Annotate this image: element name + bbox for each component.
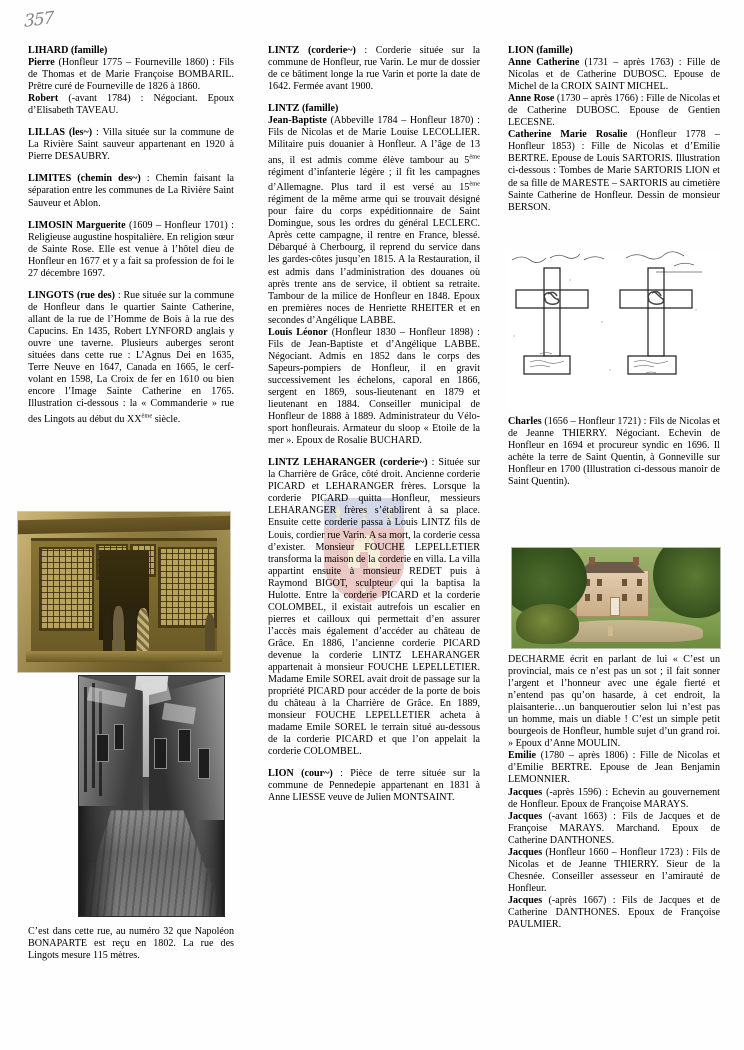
entry-lintz-corderie [268,45,480,93]
commanderie-photo [18,512,230,672]
entry-heading-lintz-famille: LINTZ (famille) [268,103,339,115]
person-name-robert: Robert [28,93,59,105]
person-name-emilie: Emilie [508,750,537,762]
entry-text-limosin: (1609 – Honfleur 1701) : Religieuse augustine hospitalière. En religion sœur de Sainte Rose. Elle est venue à l’hôtel dieu de Honfleur en 1677 et y a fait sa profession de foi le 27 décembre 1697. [28,219,234,279]
entry-heading-lintz-leharanger: LINTZ LEHARANGER (corderie~) [268,457,428,469]
entry-text-lion-jacques-2: (-avant 1663) : Fils de Jacques et de Françoise MARAYS. Marchand. Epoux de Catherine DANTHONES. [508,810,720,846]
entry-text-lintz-jean-baptiste: (Abbeville 1784 – Honfleur 1870) : Fils de Nicolas et de Marie Louise LECOLLIER. Militaire puis douanier à Honfleur. A l’âge de 13 ans, il est admis comme élève tambour au 5ème régiment d’infanterie légère ; il fit les campagnes d’Allemagne. Plus tard il est versé au 15ème régiment de la même arme qui se trouvait désigné pour faire du corps expéditionnaire de Saint Domingue, sous les ordres du général LECLERC. Après cette campagne, il rentre en France, blessé. Débarqué à Cherbourg, il reprend du service dans les gardes-côtes jusqu’en 1815. A la Restauration, il est admis dans l’administration des douanes où après trente ans de service, il obtient sa retraite. Tambour de la milice de Honfleur en 1848. Epoux en premières noces de Henriette RHEITER et en secondes d’Angélique LABBE. [268,115,480,326]
person-name-jacques-1: Jacques [508,786,543,798]
column-3 [508,45,720,214]
entry-text-lion-decharme: DECHARME écrit en parlant de lui « C’est un provincial, mais ce n’est pas un sot ; il fait sonner l’argent et l’honneur avec une égale fierté et n’entend pas qu’on hasarde, à cet endroit, la plaisanterie…un banqueroutier selon lui n’est pas un homme, mais un diable ! C’est un simple petit bourgeois de Honfleur, humble sujet d’un grand roi. » Epoux d’Anne MOULIN. [508,654,720,750]
entry-lintz-famille [268,103,480,447]
column-3-middle [508,416,720,488]
entry-lillas [28,127,234,163]
entry-heading-lillas: LILLAS (les~) [28,127,93,139]
entry-text-lion-anne-rose: (1730 – après 1766) : Fille de Nicolas et de Catherine DUBOSC. Epouse de Gentien LECESNE. [508,93,720,129]
column-2 [268,45,480,805]
entry-lion-famille [508,45,720,214]
entry-lintz-leharanger [268,457,480,758]
entry-text-limites: : Chemin faisant la séparation entre les communes de La Rivière Saint Sauveur et Ablon. [28,173,234,209]
person-name-pierre: Pierre [28,57,55,69]
person-name-anne-catherine: Anne Catherine [508,57,580,69]
entry-text-lingots: : Rue située sur la commune de Honfleur dans le quartier Sainte Catherine, allant de la rue de l’Homme de Bois à la rue des Capucins. En 1435, Robert LYNFORD anglais y ouvre une taverne. Plusieurs auberges seront situées dans cette rue : L’Agnus Dei en 1635, Terre Neuve en 1647, Canada en 1665, le cerf-volant en 1598, La Croix de fer en 1610 ou bien encore l’Image Sainte Catherine en 1765. Illustration ci-dessous : la « Commanderie » rue des Lingots au début du XXème siècle. [28,289,234,425]
entry-heading-limosin: LIMOSIN Marguerite [28,219,126,231]
entry-lingots [28,290,234,426]
entry-text-lintz-corderie: : Corderie située sur la commune de Honfleur, rue Varin. Le mur de dossier de ce bâtiment longe la rue Varin et porte la date de 1642. Fermée avant 1900. [268,45,480,93]
column-1-caption [28,926,234,962]
entry-text-lion-catherine-marie-rosalie: (Honfleur 1778 – Honfleur 1853) : Fille de Nicolas et d’Emilie BERTRE. Epouse de Louis SARTORIS. Illustration ci-dessous : Tombes de Marie SARTORIS LION et de sa fille de MARESTE – SARTORIS au cimetière Sainte Catherine de Honfleur. Dessin de monsieur BERSON. [508,129,720,213]
caption-rue-des-lingots: C’est dans cette rue, au numéro 32 que Napoléon BONAPARTE est reçu en 1802. La rue des Lingots mesure 115 mètres. [28,926,234,962]
entry-text-lion-jacques-3: (Honfleur 1660 – Honfleur 1723) : Fils de Nicolas et de Jeanne THIERRY. Sieur de la Chesnée. Conseiller assesseur en l’amirauté de Honfleur. [508,846,720,894]
entry-text-lion-jacques-4: (-après 1667) : Fils de Jacques et de Catherine DANTHONES. Epoux de Françoise PAULMIER. [508,894,720,931]
entry-text-lillas: : Villa située sur la commune de La Rivière Saint sauveur appartenant en 1920 à Pierre DESAUBRY. [28,127,234,163]
crosses-drawing [506,250,720,410]
person-name-anne-rose: Anne Rose [508,93,555,105]
entry-limosin [28,220,234,280]
person-name-charles: Charles [508,416,542,427]
entry-text-lintz-leharanger: : Située sur la Charrière de Grâce, côté droit. Ancienne corderie PICARD et LEHARANGER frères. Lorsque la corderie PICARD quitta Honfleur, messieurs LEHARANGER frères s’établirent à sa place. Ensuite cette corderie passa à Louis LINTZ fils de Louis, cordier rue Varin. A sa mort, la corderie cessa d’exister. Monsieur FOUCHE LEPELLETIER transforma la maison de la corderie en villa. La villa appartint ensuite à monsieur REDET puis à Raymond BIGOT, sculpteur qui la baptisa la Hulotte. Entre la corderie PICARD et la corderie COLOMBEL, il existait autrefois un escalier en pierres et cailloux qui permettait d’en assurer l’accès mais également d’accéder au château de Grâce. En 1886, l’ancienne corderie PICARD devenue la corderie LINTZ LEHARANGER appartenait à monsieur FOUCHE LEPELLETIER. Madame Emile SOREL avait droit de passage sur la propriété PICARD pour accéder de la porte de bois du château à la Charrière de Grâce. En 1889, monsieur FOUCHE LEPELLETIER acheta à madame Emile SOREL le terrain situé au-dessous de la corderie PICARD et que l’on appelait la corderie COLOMBEL. [268,457,480,758]
entry-text-lion-jacques-1: (-après 1596) : Echevin au gouvernement de Honfleur. Epoux de Françoise MARAYS. [508,786,720,810]
person-name-catherine-marie-rosalie: Catherine Marie Rosalie [508,129,628,141]
manoir-saint-quentin-photo [512,548,720,648]
entry-lion-cour [268,768,480,804]
rue-des-lingots-photo [79,676,224,916]
entry-heading-limites: LIMITES (chemin des~) [28,173,141,185]
entry-heading-lihard: LIHARD (famille) [28,45,108,56]
person-name-jacques-4: Jacques [508,894,543,906]
person-name-jacques-3: Jacques [508,846,543,858]
person-name-louis-leonor: Louis Léonor [268,326,328,338]
handwritten-page-number: 357 [23,8,54,32]
entry-text-lion-cour: : Pièce de terre située sur la commune de Pennedepie appartenant en 1831 à Anne LIESSE veuve de Julien MONTSAINT. [268,768,480,804]
entry-text-lion-anne-catherine: (1731 – après 1763) : Fille de Nicolas et de Catherine DUBOSC. Epouse de Michel de la CROIX SAINT MICHEL. [508,57,720,93]
entry-lihard [28,45,234,117]
entry-text-lihard-robert: (-avant 1784) : Négociant. Epoux d’Elisabeth TAVEAU. [28,93,234,117]
entry-text-lihard-pierre-rest: (Honfleur 1775 – Fourneville 1860) : Fils de Thomas et de Marie Françoise BOMBARIL. Prêtre curé de Fourneville de 1826 à 1860. [28,57,234,93]
person-name-jacques-2: Jacques [508,810,543,822]
entry-heading-lingots: LINGOTS (rue des) [28,289,115,301]
entry-heading-lion-cour: LION (cour~) [268,768,333,780]
column-1 [28,45,234,426]
entry-heading-lintz-corderie: LINTZ (corderie~) [268,45,356,56]
column-3-bottom [508,654,720,931]
entry-text-lintz-louis-leonor: (Honfleur 1830 – Honfleur 1898) : Fils de Jean-Baptiste et d’Angélique LABBE. Négociant. Admis en 1852 dans le corps des Sapeurs-pompiers de Honfleur, il en gravit successivement les échelons, caporal en 1866, sergent en 1869, sous-lieutenant en 1879 et lieutenant en 1884. Conseiller municipal de Honfleur de 1888 à 1889. Administrateur du Vélo-sport honfleurais. Armateur du sloop « Etoile de la mer ». Epoux de Rosalie BUCHARD. [268,326,480,447]
entry-limites [28,173,234,209]
entry-text-lion-emilie: (1780 – après 1806) : Fille de Nicolas et d’Emilie BERTRE. Epouse de Jean Benjamin LEMONNIER. [508,750,720,786]
entry-text-lion-charles: (1656 – Honfleur 1721) : Fils de Nicolas et de Jeanne THIERRY. Négociant. Echevin de Honfleur en 1694 et procureur syndic en 1696. Il achète la terre de Saint Quentin, à Gonneville sur Honfleur en 1700 (Illustration ci-dessous manoir de Saint Quentin). [508,416,720,488]
person-name-jean-baptiste: Jean-Baptiste [268,115,327,127]
entry-heading-lion-famille: LION (famille) [508,45,573,56]
